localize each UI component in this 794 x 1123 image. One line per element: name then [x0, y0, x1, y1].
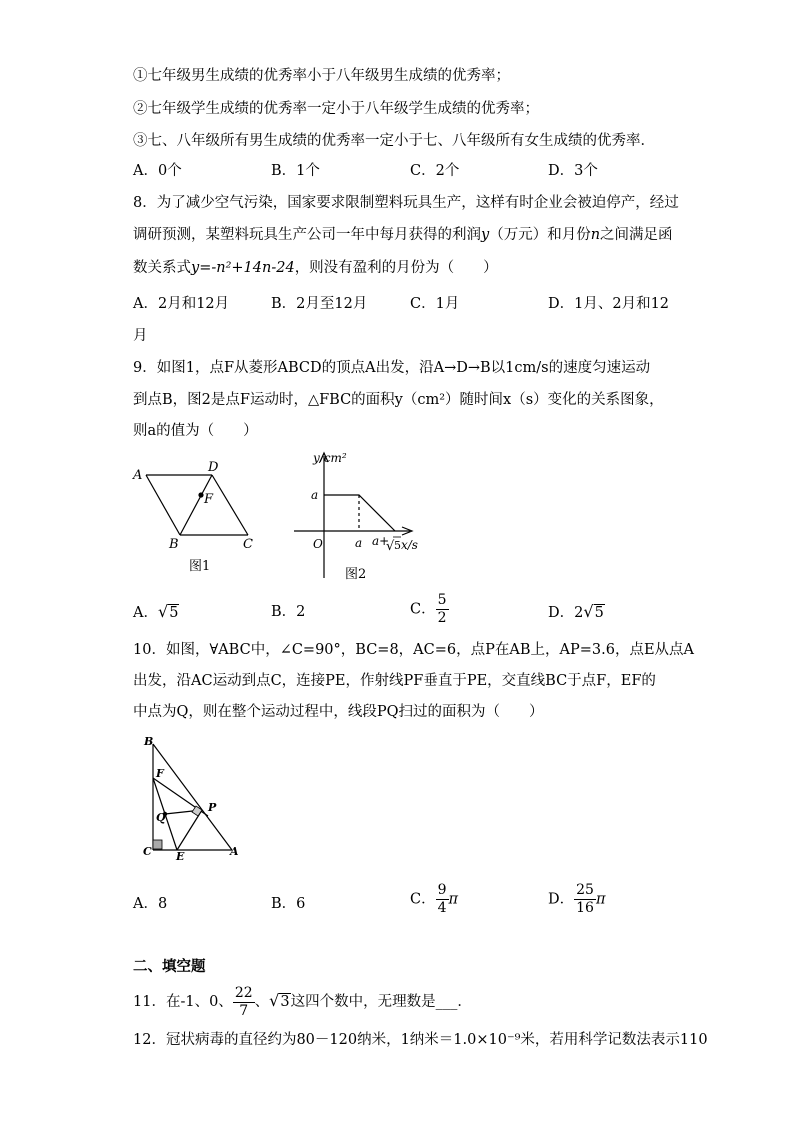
- q9-line-1: 9．如图1，点F从菱形ABCD的顶点A出发，沿A→D→B以1cm/s的速度匀速运动: [133, 360, 651, 376]
- q9-figure-2: [292, 448, 437, 583]
- label-p: P: [208, 801, 217, 814]
- q8-options: [133, 294, 673, 324]
- end-x-label: a+: [372, 534, 390, 548]
- label-c: C: [243, 537, 253, 552]
- label-c: C: [143, 845, 152, 858]
- a-label-y: a: [311, 488, 319, 502]
- q7-options: [133, 161, 673, 191]
- q7-option-d: D．3个: [548, 163, 598, 179]
- q7-statement-1: ①七年级男生成绩的优秀率小于八年级男生成绩的优秀率；: [133, 68, 510, 84]
- q10-options: [133, 882, 673, 922]
- q9-option-a: A．√5: [133, 602, 179, 621]
- q12-line: 12．冠状病毒的直径约为80－120纳米，1纳米＝1.0×10⁻⁹米，若用科学记数法表示110: [133, 1032, 708, 1048]
- q10-option-d: D． $\frac{25}{16}$ π: [548, 882, 606, 916]
- q7-option-a: A．0个: [133, 163, 182, 179]
- q9-option-d: D．2√5: [548, 602, 604, 621]
- label-f: F: [156, 767, 164, 780]
- q10-option-c: C． $\frac{9}{4}$ π: [410, 882, 459, 916]
- q9-options: [133, 592, 673, 630]
- q10-line-1: 10．如图，∀ABC中，∠C=90°，BC=8，AC=6，点P在AB上，AP=3.6，点E从点A: [133, 642, 694, 658]
- section-2-title: 二、填空题: [133, 958, 206, 975]
- q10-figure: [140, 732, 250, 864]
- q10-option-b: B．6: [271, 896, 306, 912]
- q8-option-a: A．2月和12月: [133, 296, 230, 312]
- right-angle-c: [153, 840, 162, 849]
- side-ab: [153, 744, 232, 850]
- q9-option-b: B．2: [271, 604, 306, 620]
- q7-option-b: B．1个: [271, 163, 320, 179]
- a-label-x: a: [355, 536, 363, 550]
- q9-option-c: C． $\frac{5}{2}$: [410, 592, 447, 626]
- label-b: B: [169, 537, 179, 552]
- y-axis-label: y/cm²: [313, 451, 347, 465]
- q10-option-a: A．8: [133, 896, 168, 912]
- q8-formula: y=-n²+14n-24: [191, 260, 295, 276]
- q8-option-c: C．1月: [410, 296, 460, 312]
- q8-option-d-wrap: 月: [133, 328, 148, 344]
- sqrt-5: 5: [394, 539, 401, 552]
- q7-option-c: C．2个: [410, 163, 460, 179]
- q7-statement-3: ③七、八年级所有男生成绩的优秀率一定小于七、八年级所有女生成绩的优秀率．: [133, 133, 655, 149]
- label-a: A: [133, 468, 143, 483]
- label-d: D: [208, 460, 219, 475]
- q11-line: 11．在-1、0、 $\frac{22}{7}$ 、√3这四个数中，无理数是___．: [133, 984, 472, 1019]
- sqrt-radical: √: [386, 539, 395, 554]
- label-a: A: [230, 845, 239, 858]
- label-b: B: [144, 735, 154, 748]
- q8-option-d: D．1月、2月和12: [548, 296, 670, 312]
- q9-line-2: 到点B，图2是点F运动时，△FBC的面积y（cm²）随时间x（s）变化的关系图象，: [133, 392, 664, 408]
- q9-line-3: 则a的值为（ ）: [133, 423, 258, 439]
- figure-1-caption: 图1: [189, 559, 211, 574]
- label-e: E: [176, 850, 185, 863]
- q8-option-b: B．2月至12月: [271, 296, 368, 312]
- label-q: Q: [156, 811, 166, 824]
- q10-line-2: 出发，沿AC运动到点C，连接PE，作射线PF垂直于PE，交直线BC于点F，EF的: [133, 673, 656, 689]
- q7-statement-2: ②七年级学生成绩的优秀率一定小于八年级学生成绩的优秀率；: [133, 101, 539, 117]
- origin-label: O: [313, 537, 323, 551]
- q8-line-1: 8．为了减少空气污染，国家要求限制塑料玩具生产，这样有时企业会被迫停产，经过: [133, 195, 679, 211]
- label-f: F: [204, 492, 214, 507]
- q10-line-3: 中点为Q，则在整个运动过程中，线段PQ扫过的面积为（ ）: [133, 704, 544, 720]
- figure-2-caption: 图2: [345, 567, 367, 582]
- q9-figure-1: [128, 455, 268, 580]
- rhombus-side-ba: [146, 475, 180, 535]
- point-f: [198, 492, 203, 497]
- x-axis-label: x/s: [401, 538, 418, 552]
- q8-line-2: 调研预测，某塑料玩具生产公司一年中每月获得的利润y（万元）和月份n之间满足函: [133, 227, 673, 243]
- rhombus-side-dc: [212, 475, 248, 535]
- q8-line-3: 数关系式y=-n²+14n-24，则没有盈利的月份为（ ）: [133, 260, 498, 276]
